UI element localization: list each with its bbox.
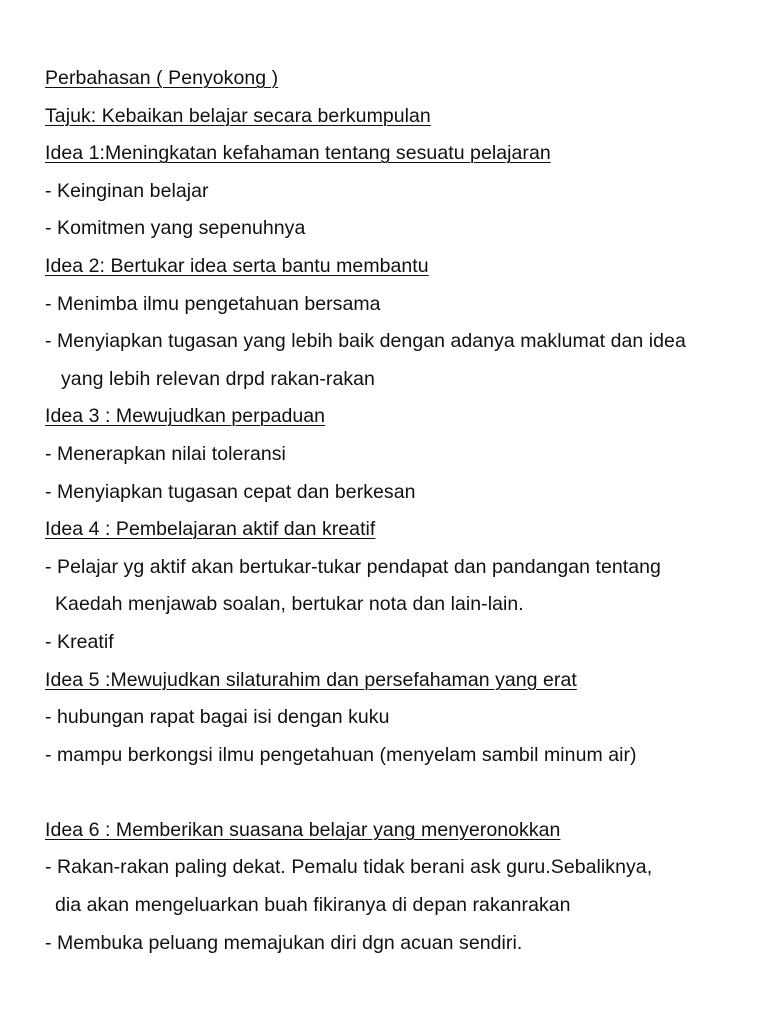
idea-6-point-1-continuation: dia akan mengeluarkan buah fikiranya di depan rakanrakan [55, 894, 571, 917]
idea-3-point-2: - Menyiapkan tugasan cepat dan berkesan [45, 480, 416, 503]
idea-2-point-2: - Menyiapkan tugasan yang lebih baik dengan adanya maklumat dan idea [45, 330, 686, 353]
idea-4-heading: Idea 4 : Pembelajaran aktif dan kreatif [45, 518, 376, 541]
idea-1-point-2: - Komitmen yang sepenuhnya [45, 217, 306, 240]
idea-5-point-1: - hubungan rapat bagai isi dengan kuku [45, 706, 390, 729]
idea-3-heading: Idea 3 : Mewujudkan perpaduan [45, 405, 326, 428]
blank-line [45, 774, 745, 812]
document-body [45, 60, 745, 962]
document-heading: Perbahasan ( Penyokong ) [45, 67, 279, 89]
idea-1-heading: Idea 1:Meningkatan kefahaman tentang sesuatu pelajaran [45, 142, 551, 165]
idea-6-heading: Idea 6 : Memberikan suasana belajar yang menyeronokkan [45, 818, 561, 841]
idea-3-point-1: - Menerapkan nilai toleransi [45, 442, 286, 465]
idea-2-point-1: - Menimba ilmu pengetahuan bersama [45, 292, 381, 315]
idea-6-point-1: - Rakan-rakan paling dekat. Pemalu tidak berani ask guru.Sebaliknya, [45, 856, 653, 879]
idea-4-point-1-continuation: Kaedah menjawab soalan, bertukar nota dan lain-lain. [55, 593, 524, 616]
idea-5-point-2: - mampu berkongsi ilmu pengetahuan (menyelam sambil minum air) [45, 743, 637, 766]
idea-6-point-2: - Membuka peluang memajukan diri dgn acuan sendiri. [45, 931, 523, 954]
idea-1-point-1: - Keinginan belajar [45, 179, 209, 202]
idea-5-heading: Idea 5 :Mewujudkan silaturahim dan persefahaman yang erat [45, 668, 577, 691]
idea-4-point-2: - Kreatif [45, 630, 114, 653]
idea-2-point-2-continuation: yang lebih relevan drpd rakan-rakan [61, 367, 375, 390]
document-title: Tajuk: Kebaikan belajar secara berkumpulan [45, 104, 431, 127]
idea-2-heading: Idea 2: Bertukar idea serta bantu membantu [45, 254, 429, 277]
idea-4-point-1: - Pelajar yg aktif akan bertukar-tukar pendapat dan pandangan tentang [45, 555, 661, 578]
